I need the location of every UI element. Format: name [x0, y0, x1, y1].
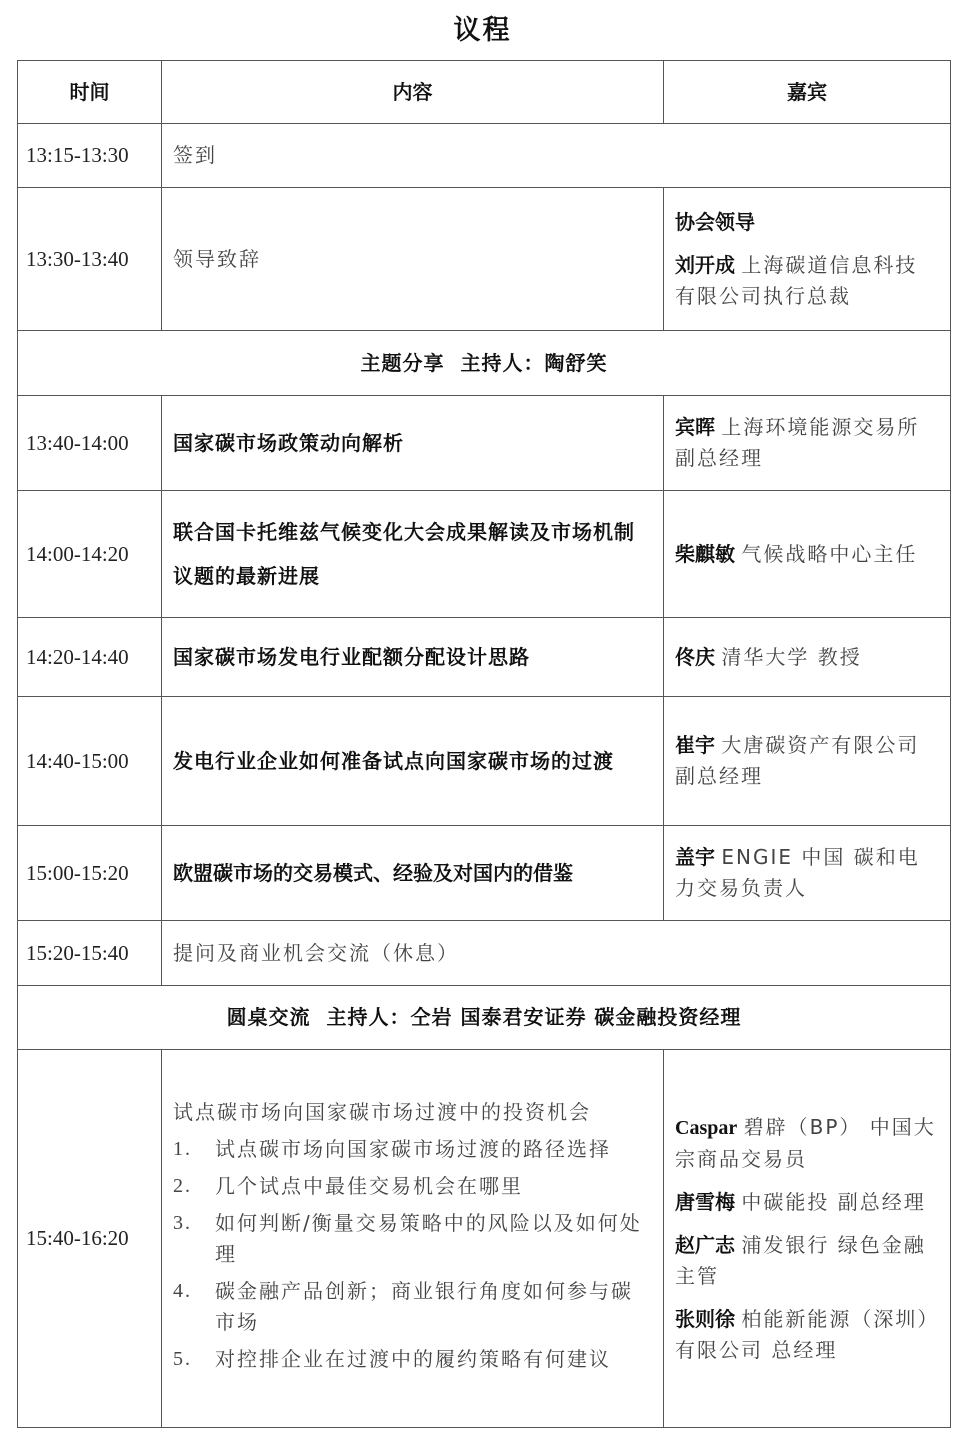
list-text: 如何判断/衡量交易策略中的风险以及如何处理 — [215, 1210, 642, 1266]
content-cell: 联合国卡托维兹气候变化大会成果解读及市场机制议题的最新进展 — [162, 491, 664, 618]
guest-cell — [664, 396, 951, 491]
list-item — [173, 1134, 652, 1165]
section-heading: 主题分享 主持人：陶舒笑 — [18, 331, 951, 396]
guest-cell — [664, 1050, 951, 1428]
guest-desc: 浦发银行 绿色金融主管 — [675, 1232, 926, 1288]
table-row — [18, 396, 951, 491]
list-number: 1. — [173, 1137, 192, 1160]
list-item — [173, 1208, 652, 1270]
guest-cell — [664, 491, 951, 618]
list-item — [173, 1344, 652, 1375]
page-title: 议程 — [453, 15, 512, 46]
guest-cell — [664, 697, 951, 826]
guest-desc: 气候战略中心主任 — [741, 541, 918, 566]
section-row — [18, 986, 951, 1050]
list-item — [173, 1171, 652, 1202]
time-cell: 14:00-14:20 — [18, 491, 162, 618]
list-text: 试点碳市场向国家碳市场过渡的路径选择 — [215, 1136, 611, 1161]
guest-name: 盖宇 — [675, 845, 715, 869]
section-heading: 圆桌交流 主持人：仝岩 国泰君安证券 碳金融投资经理 — [18, 986, 951, 1050]
guest-name: 佟庆 — [675, 644, 715, 669]
list-text: 碳金融产品创新；商业银行角度如何参与碳市场 — [215, 1278, 633, 1334]
table-row — [18, 491, 951, 618]
content-cell: 领导致辞 — [162, 188, 664, 331]
list-number: 3. — [173, 1211, 192, 1234]
list-item — [173, 1276, 652, 1338]
guest-desc: ENGIE 中国 碳和电力交易负责人 — [675, 845, 920, 900]
guest-desc: 碧辟（BP） 中国大宗商品交易员 — [675, 1114, 936, 1171]
content-cell: 国家碳市场政策动向解析 — [162, 396, 664, 491]
guest-desc: 上海环境能源交易所 副总经理 — [675, 415, 920, 470]
content-cell — [162, 1050, 664, 1428]
guest-desc: 柏能新能源（深圳）有限公司 总经理 — [675, 1306, 930, 1362]
guest-desc: 清华大学 教授 — [721, 644, 862, 669]
guest-name: 崔宇 — [675, 733, 715, 757]
guest-name: 协会领导 — [675, 209, 755, 234]
content-cell: 欧盟碳市场的交易模式、经验及对国内的借鉴 — [162, 826, 664, 921]
table-row — [18, 1050, 951, 1428]
table-row — [18, 618, 951, 697]
table-row — [18, 921, 951, 986]
time-cell: 13:15-13:30 — [18, 124, 162, 188]
guest-name: 唐雪梅 — [675, 1189, 735, 1214]
time-cell: 15:00-15:20 — [18, 826, 162, 921]
table-header-row — [18, 61, 951, 124]
table-row — [18, 188, 951, 331]
guest-name: Caspar — [675, 1116, 738, 1139]
list-number: 4. — [173, 1279, 192, 1302]
guest-name: 宾晖 — [675, 415, 715, 439]
list-text: 对控排企业在过渡中的履约策略有何建议 — [215, 1346, 611, 1371]
content-cell: 签到 — [162, 124, 951, 188]
guest-name: 赵广志 — [675, 1232, 735, 1257]
content-cell: 提问及商业机会交流（休息） — [162, 921, 951, 986]
guest-desc: 中碳能投 副总经理 — [741, 1189, 926, 1214]
time-cell: 15:20-15:40 — [18, 921, 162, 986]
time-cell: 13:30-13:40 — [18, 188, 162, 331]
guest-name: 柴麒敏 — [675, 541, 735, 566]
guest-cell — [664, 618, 951, 697]
agenda-table — [17, 60, 951, 1428]
content-cell: 发电行业企业如何准备试点向国家碳市场的过渡 — [162, 697, 664, 826]
header-time: 时间 — [18, 61, 162, 124]
table-row — [18, 124, 951, 188]
time-cell: 15:40-16:20 — [18, 1050, 162, 1428]
time-cell: 14:20-14:40 — [18, 618, 162, 697]
time-cell: 14:40-15:00 — [18, 697, 162, 826]
time-cell: 13:40-14:00 — [18, 396, 162, 491]
guest-name: 刘开成 — [675, 252, 735, 277]
table-row — [18, 826, 951, 921]
list-number: 2. — [173, 1174, 192, 1197]
header-guest: 嘉宾 — [664, 61, 951, 124]
roundtable-topic: 试点碳市场向国家碳市场过渡中的投资机会 — [173, 1099, 591, 1124]
guest-name: 张则徐 — [675, 1306, 735, 1331]
discussion-list — [173, 1134, 652, 1375]
table-row — [18, 697, 951, 826]
guest-cell — [664, 826, 951, 921]
header-content: 内容 — [162, 61, 664, 124]
list-number: 5. — [173, 1347, 192, 1370]
guest-cell — [664, 188, 951, 331]
content-cell: 国家碳市场发电行业配额分配设计思路 — [162, 618, 664, 697]
section-row — [18, 331, 951, 396]
guest-desc: 上海碳道信息科技有限公司执行总裁 — [675, 252, 918, 308]
guest-desc: 大唐碳资产有限公司 副总经理 — [675, 733, 920, 788]
list-text: 几个试点中最佳交易机会在哪里 — [215, 1173, 523, 1198]
